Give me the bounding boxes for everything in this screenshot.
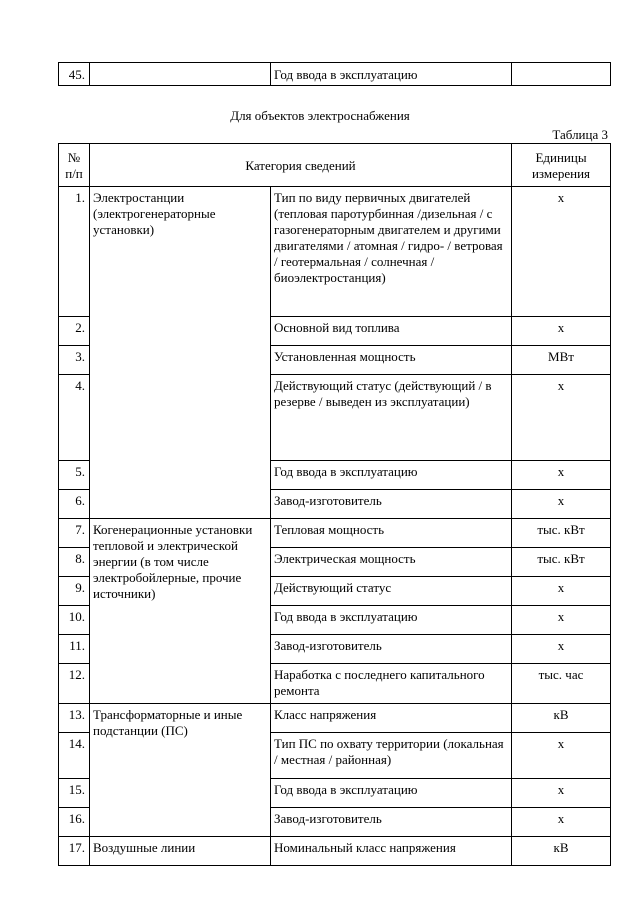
row-category: Воздушные линии: [90, 837, 271, 866]
row-number: 14.: [59, 733, 90, 779]
row-number: 12.: [59, 664, 90, 704]
row-unit: х: [512, 635, 611, 664]
row-category: Электростанции (электрогенераторные установки): [90, 187, 271, 519]
row-number: 9.: [59, 577, 90, 606]
row-number: 11.: [59, 635, 90, 664]
row-number: 1.: [59, 187, 90, 317]
row-info: Наработка с последнего капитального ремонта: [271, 664, 512, 704]
row-unit: х: [512, 779, 611, 808]
row-info: Год ввода в эксплуатацию: [271, 779, 512, 808]
row-info: Год ввода в эксплуатацию: [271, 606, 512, 635]
row-category: Когенерационные установки тепловой и электрической энергии (в том числе электробойлерные, прочие источники): [90, 519, 271, 704]
row-unit: МВт: [512, 346, 611, 375]
header-category: Категория сведений: [90, 144, 512, 187]
row-unit: х: [512, 461, 611, 490]
row-info: Завод-изготовитель: [271, 808, 512, 837]
row-number: 2.: [59, 317, 90, 346]
row-unit: кВ: [512, 704, 611, 733]
row-unit: кВ: [512, 837, 611, 866]
row-category: [90, 63, 271, 86]
row-number: 16.: [59, 808, 90, 837]
row-unit: х: [512, 187, 611, 317]
table-row: [59, 704, 611, 733]
row-info: Действующий статус (действующий / в резерве / выведен из эксплуатации): [271, 375, 512, 461]
row-number: 8.: [59, 548, 90, 577]
row-info: Класс напряжения: [271, 704, 512, 733]
row-info: Тип по виду первичных двигателей (тепловая паротурбинная /дизельная / с газогенераторным двигателем и другими двигателями / атомная / гидро- / ветровая / геотермальная / солнечная / биоэлектростанция): [271, 187, 512, 317]
row-info: Тепловая мощность: [271, 519, 512, 548]
row-unit: [512, 63, 611, 86]
row-number: 7.: [59, 519, 90, 548]
row-unit: х: [512, 606, 611, 635]
row-info: Электрическая мощность: [271, 548, 512, 577]
row-info: Тип ПС по охвату территории (локальная / местная / районная): [271, 733, 512, 779]
row-number: 10.: [59, 606, 90, 635]
row-unit: тыс. кВт: [512, 548, 611, 577]
table-row: [59, 837, 611, 866]
header-number: № п/п: [59, 144, 90, 187]
row-unit: х: [512, 375, 611, 461]
row-info: Завод-изготовитель: [271, 635, 512, 664]
row-unit: х: [512, 490, 611, 519]
table-row: [59, 187, 611, 317]
previous-table-fragment: [58, 62, 611, 86]
table-number: Таблица 3: [552, 127, 608, 142]
row-unit: х: [512, 808, 611, 837]
row-category: Трансформаторные и иные подстанции (ПС): [90, 704, 271, 837]
row-number: 5.: [59, 461, 90, 490]
row-number: 3.: [59, 346, 90, 375]
row-unit: х: [512, 577, 611, 606]
row-info: Завод-изготовитель: [271, 490, 512, 519]
row-unit: тыс. кВт: [512, 519, 611, 548]
row-unit: тыс. час: [512, 664, 611, 704]
row-number: 45.: [59, 63, 90, 86]
row-number: 13.: [59, 704, 90, 733]
row-info: Номинальный класс напряжения: [271, 837, 512, 866]
table-row: [59, 63, 611, 86]
row-number: 4.: [59, 375, 90, 461]
row-info: Установленная мощность: [271, 346, 512, 375]
table-header-row: [59, 144, 611, 187]
table-row: [59, 519, 611, 548]
row-unit: х: [512, 733, 611, 779]
row-info: Год ввода в эксплуатацию: [271, 461, 512, 490]
row-info: Действующий статус: [271, 577, 512, 606]
header-unit: Единицы измерения: [512, 144, 611, 187]
row-number: 17.: [59, 837, 90, 866]
row-unit: х: [512, 317, 611, 346]
row-info: Основной вид топлива: [271, 317, 512, 346]
row-info: Год ввода в эксплуатацию: [271, 63, 512, 86]
row-number: 6.: [59, 490, 90, 519]
table-body: [59, 187, 611, 866]
section-heading: Для объектов электроснабжения: [230, 108, 410, 123]
power-supply-table: [58, 143, 611, 866]
row-number: 15.: [59, 779, 90, 808]
